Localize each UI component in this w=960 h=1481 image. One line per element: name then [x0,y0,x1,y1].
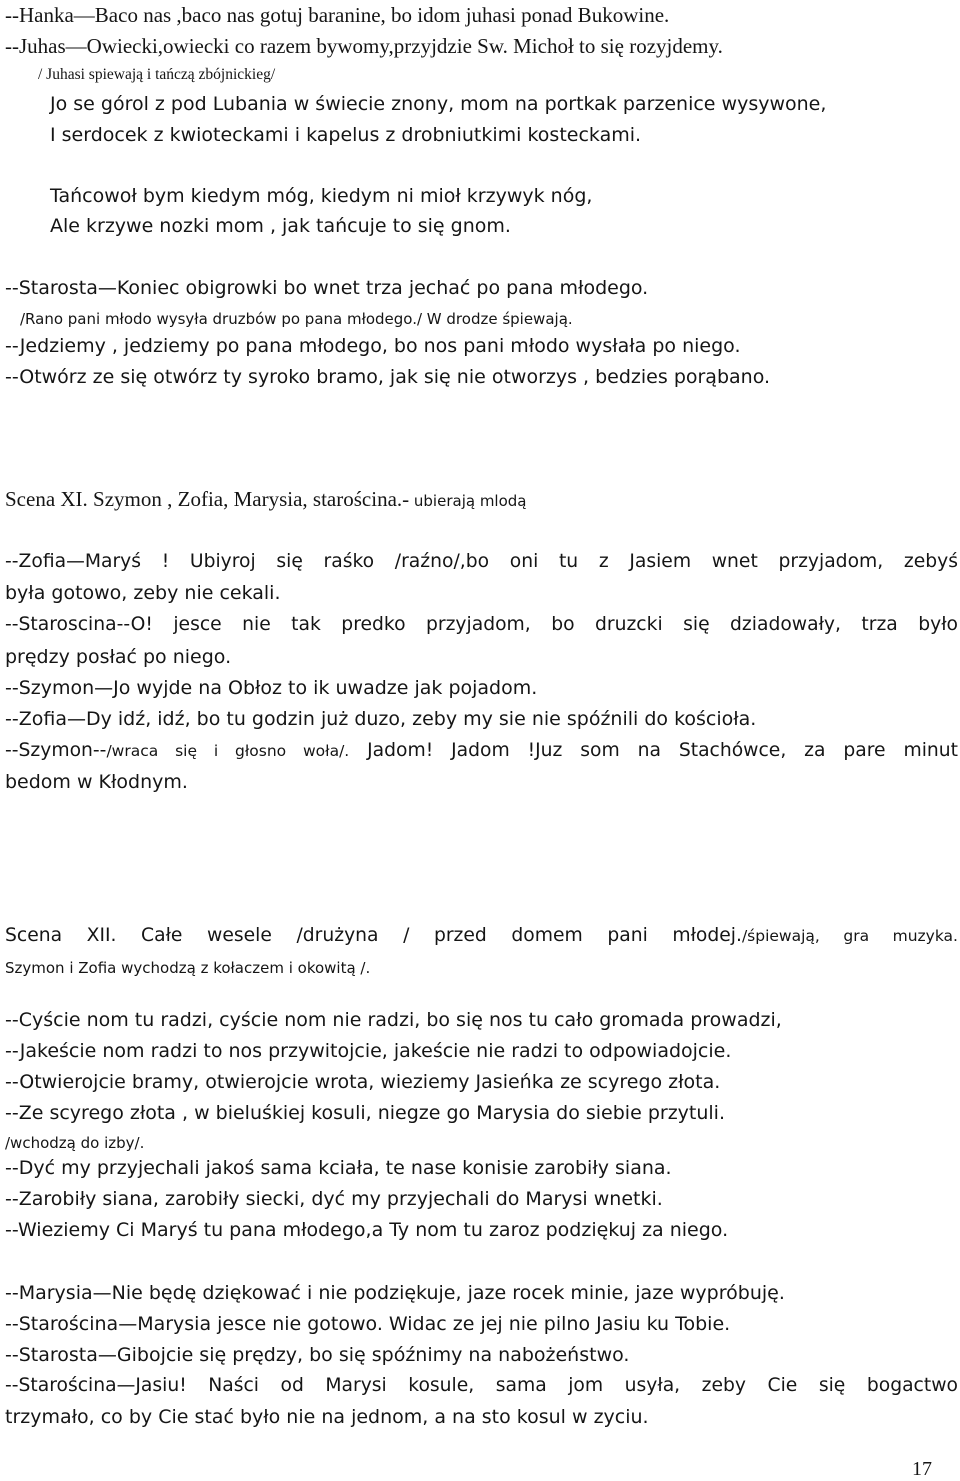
song-line: --Jedziemy , jedziemy po pana młodego, bo nos pani młodo wysłała po niego. [5,335,741,357]
scene-title: Scena XI. Szymon , Zofia, Marysia, starościna.- [5,487,410,511]
stage-direction: / Juhasi spiewają i tańczą zbójnickieg/ [38,66,276,83]
stage-direction: /wraca się i głosno woła/. [106,742,350,760]
song-line: --Jakeście nom radzi to nos przywitojcie, jakeście nie radzi to odpowiadojcie. [5,1040,732,1062]
stage-direction: Szymon i Zofia wychodzą z kołaczem i okowitą /. [5,959,371,977]
song-line: Ale krzywe nozki mom , jak tańcuje to się gnom. [50,215,511,237]
dialogue-line: --Starosta—Gibojcie się prędzy, bo się spóźnimy na nabożeństwo. [5,1344,630,1366]
dialogue-text: Jadom! Jadom !Juz som na Stachówce, za pare minut [349,740,958,761]
dialogue-line: --Zofia—Dy idź, idź, bo tu godzin już duzo, zeby my sie nie spóźnili do kościoła. [5,708,757,730]
scene-title: Scena XII. Całe wesele /drużyna / przed domem pani młodej. [5,925,742,946]
song-line: Tańcowoł bym kiedym móg, kiedym ni mioł krzywyk nóg, [50,185,593,207]
song-line: Jo se górol z pod Lubania w świecie znony, mom na portkak parzenice wysywone, [50,93,827,115]
song-line: --Cyście nom tu radzi, cyście nom nie radzi, bo się nos tu cało gromada prowadzi, [5,1009,782,1031]
scene-heading [5,924,958,948]
dialogue-line: trzymało, co by Cie stać było nie na jednom, a na sto kosul w zyciu. [5,1406,649,1428]
song-line: I serdocek z kwioteckami i kapelus z drobniutkimi kosteckami. [50,124,642,146]
dialogue-line: --Starościna—Jasiu! Naści od Marysi kosule, sama jom usyła, zeby Cie się bogactwo [5,1375,958,1396]
dialogue-line: --Staroscina--O! jesce nie tak predko przyjadom, bo druzcki się dziadowały, trza było [5,614,958,635]
stage-direction: /śpiewają, gra muzyka. [741,927,958,945]
dialogue-line: prędzy posłać po niego. [5,646,232,668]
stage-direction: ubierają mlodą [409,492,527,510]
song-line: --Otwórz ze się otwórz ty syroko bramo, jak się nie otworzys , bedzies porąbano. [5,366,771,388]
dialogue-line [5,739,958,763]
dialogue-line: --Starosta—Koniec obigrowki bo wnet trza jechać po pana młodego. [5,277,649,299]
song-line: --Ze scyrego złota , w bieluśkiej kosuli, niegze go Marysia do siebie przytuli. [5,1102,725,1124]
speaker: --Szymon-- [5,740,107,761]
song-line: --Otwierojcie bramy, otwierojcie wrota, wieziemy Jasieńka ze scyrego złota. [5,1071,721,1093]
dialogue-line: --Starościna—Marysia jesce nie gotowo. Widac ze jej nie pilno Jasiu ku Tobie. [5,1313,731,1335]
text-line: --Hanka—Baco nas ,baco nas gotuj baranine, bo idom juhasi ponad Bukowine. [5,3,670,27]
dialogue-line: bedom w Kłodnym. [5,771,188,793]
dialogue-line: --Zofia—Maryś ! Ubiyroj się raśko /raźno/,bo oni tu z Jasiem wnet przyjadom, zebyś [5,551,958,572]
song-line: --Wieziemy Ci Maryś tu pana młodego,a Ty nom tu zaroz podziękuj za niego. [5,1219,729,1241]
text-line: --Juhas—Owiecki,owiecki co razem bywomy,przyjdzie Sw. Michoł to się rozyjdemy. [5,34,723,58]
page-number: 17 [912,1458,932,1480]
dialogue-line: --Szymon—Jo wyjde na Obłoz to ik uwadze jak pojadom. [5,677,538,699]
song-line: --Zarobiły siana, zarobiły siecki, dyć my przyjechali do Marysi wnetki. [5,1188,663,1210]
scene-heading [5,487,527,513]
stage-direction: /wchodzą do izby/. [5,1134,145,1152]
dialogue-line: była gotowo, zeby nie cekali. [5,582,281,604]
song-line: --Dyć my przyjechali jakoś sama kciała, te nase konisie zarobiły siana. [5,1157,672,1179]
stage-direction: /Rano pani młodo wysyła druzbów po pana młodego./ W drodze śpiewają. [20,310,573,328]
dialogue-line: --Marysia—Nie będę dziękować i nie podziękuje, jaze rocek minie, jaze wypróbuję. [5,1282,785,1304]
